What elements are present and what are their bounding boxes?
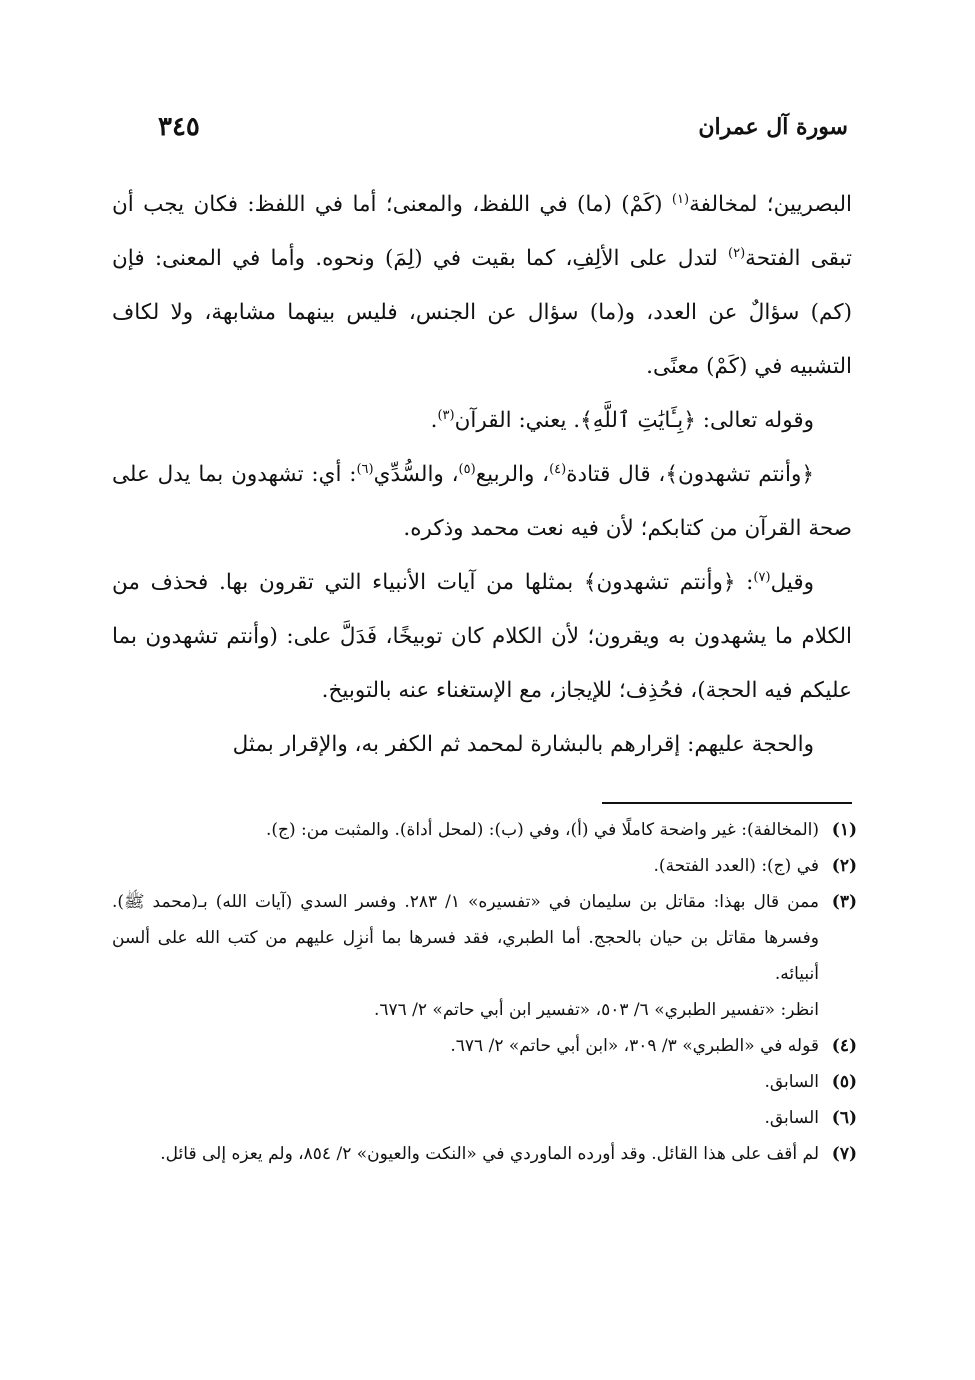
footnote-number: (٢) bbox=[831, 856, 857, 876]
footnote-text: في (ج): (العدد الفتحة). bbox=[653, 856, 819, 876]
paragraph-2 bbox=[112, 394, 852, 448]
page-number: ٣٤٥ bbox=[158, 112, 200, 142]
footnote-6 bbox=[112, 1100, 857, 1136]
running-title: سورة آل عمران bbox=[698, 114, 848, 140]
footnotes bbox=[112, 812, 857, 1172]
text-run: ﴿وأنتم تشهدون﴾، قال قتادة bbox=[566, 462, 814, 487]
paragraph-3 bbox=[112, 448, 852, 556]
footnote-text: السابق. bbox=[764, 1072, 819, 1092]
footnote-ref-7: (٧) bbox=[753, 569, 771, 585]
footnote-number: (٣) bbox=[831, 892, 857, 912]
footnote-text: قوله في «الطبري» ٣/ ٣٠٩، «ابن أبي حاتم» ٢/ ٦٧٦. bbox=[450, 1036, 819, 1056]
footnote-7 bbox=[112, 1136, 857, 1172]
paragraph-5: والحجة عليهم: إقرارهم بالبشارة لمحمد ثم الكفر به، والإقرار بمثل bbox=[232, 732, 814, 757]
footnote-text: السابق. bbox=[764, 1108, 819, 1128]
footnote-ref-3: (٣) bbox=[437, 407, 455, 423]
footnote-number: (١) bbox=[831, 820, 857, 840]
text-run: البصريين؛ لمخالفة bbox=[689, 192, 852, 217]
footnote-ref-6: (٦) bbox=[356, 461, 374, 477]
footnote-number: (٥) bbox=[831, 1072, 857, 1092]
paragraph-1 bbox=[112, 178, 852, 394]
footnote-3 bbox=[112, 884, 857, 1028]
page-header bbox=[158, 112, 848, 152]
text-run: لتدل على الألِفِ، كما بقيت في (لِمَ) ونحوه. وأما في المعنى: فإن (كم) سؤالٌ عن العدد، و(ما) سؤال عن الجنس، فليس بينهما مشابهة، ولا لكاف التشبيه في (كَمْ) معنًى. bbox=[112, 246, 852, 379]
text-run: وقيل bbox=[770, 570, 814, 595]
footnote-number: (٤) bbox=[831, 1036, 857, 1056]
footnote-ref-2: (٢) bbox=[728, 245, 746, 261]
text-run: : ﴿وأنتم تشهدون﴾ بمثلها من آيات الأنبياء التي تقرون بها. فحذف من الكلام ما يشهدون به ويقرون؛ لأن الكلام كان توبيخًا، فَدَلَّ على: (وأنتم تشهدون بما عليكم فيه الحجة)، فحُذِف؛ للإيجاز، مع الإستغناء عنه بالتوبيخ. bbox=[112, 570, 852, 703]
footnote-ref-4: (٤) bbox=[549, 461, 567, 477]
footnote-1 bbox=[112, 812, 857, 848]
footnote-5 bbox=[112, 1064, 857, 1100]
footnote-separator bbox=[602, 802, 852, 804]
footnote-ref-5: (٥) bbox=[458, 461, 476, 477]
footnote-2 bbox=[112, 848, 857, 884]
text-run: . bbox=[430, 408, 438, 433]
footnote-text: (المخالفة): غير واضحة كاملًا في (أ)، وفي (ب): (لمحل أداة). والمثبت من: (ج). bbox=[265, 820, 819, 840]
footnote-reference-line: انظر: «تفسير الطبري» ٦/ ٥٠٣، «تفسير ابن أبي حاتم» ٢/ ٦٧٦. bbox=[373, 1000, 819, 1020]
text-run: ، والربيع bbox=[475, 462, 550, 487]
text-run: : أي: تشهدون بما يدل على صحة القرآن من كتابكم؛ لأن فيه نعت محمد وذكره. bbox=[112, 462, 852, 541]
text-run: (كَمْ) (ما) في اللفظ، والمعنى؛ أما في اللفظ: فكان يجب أن تبقى الفتحة bbox=[112, 192, 852, 271]
footnote-text: لم أقف على هذا القائل. وقد أورده الماوردي في «النكت والعيون» ٢/ ٨٥٤، ولم يعزه إلى قائل. bbox=[160, 1144, 819, 1164]
footnote-ref-1: (١) bbox=[671, 191, 690, 207]
main-text bbox=[112, 178, 852, 772]
text-run: وقوله تعالى: ﴿بِـَٔايَٰتِ ٱللَّهِ﴾. يعني: القرآن bbox=[454, 408, 814, 433]
paragraph-4 bbox=[112, 556, 852, 718]
footnote-number: (٧) bbox=[831, 1144, 857, 1164]
footnote-text-block bbox=[112, 884, 819, 1028]
text-run: ، والسُّدِّي bbox=[373, 462, 459, 487]
footnote-text: ممن قال بهذا: مقاتل بن سليمان في «تفسيره» ١/ ٢٨٣. وفسر السدي (آيات الله) بـ(محمد ﷺ). وفسرها مقاتل بن حيان بالحجج. أما الطبري، فقد فسرها بما أنزِل عليهم من كتب الله على ألسن أنبيائه. bbox=[112, 892, 820, 984]
footnote-number: (٦) bbox=[831, 1108, 857, 1128]
footnote-4 bbox=[112, 1028, 857, 1064]
